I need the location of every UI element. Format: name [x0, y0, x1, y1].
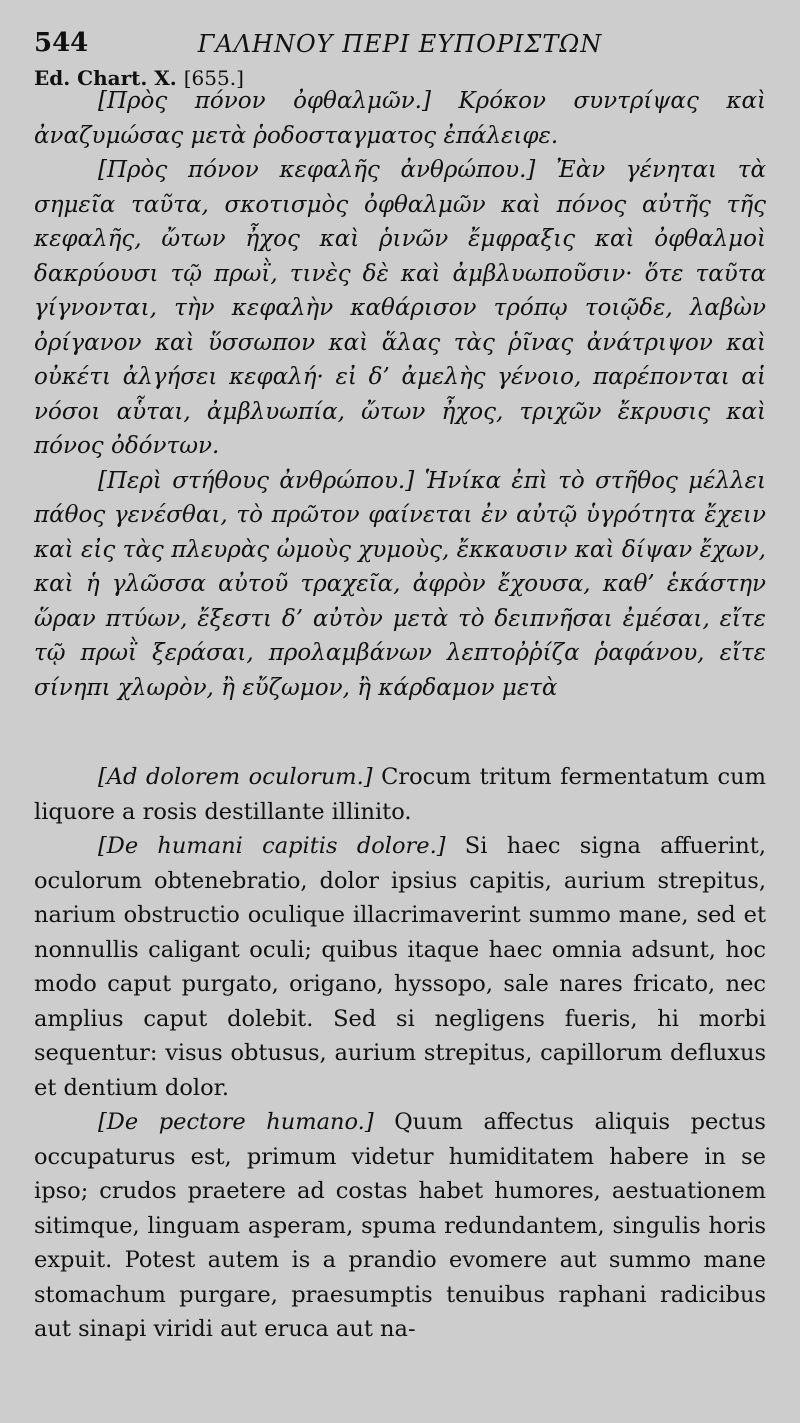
greek-paragraph-text: Ἡνίκα ἐπὶ τὸ στῆθος μέλλει πάθος γενέσθαι, τὸ πρῶτον φαίνεται ἐν αὐτῷ ὑγρότητα ἔχειν καὶ εἰς τὰς πλευρὰς ὠμοὺς χυμοὺς, ἔκκαυσιν καὶ δίψαν ἔχων, καὶ ἡ γλῶσσα αὐτοῦ τραχεῖα, ἀφρὸν ἔχουσα, καθ’ ἑκάστην ὥραν πτύων, ἔξεστι δ’ αὐτὸν μετὰ τὸ δειπνῆσαι ἐμέσαι, εἴτε τῷ πρωῒ ξεράσαι, προλαμβάνων λεπτοῤῥίζα ῥαφάνου, εἴτε σίνηπι χλωρὸν, ἢ εὔζωμον, ἢ κάρδαμον μετὰ	[34, 467, 767, 701]
latin-paragraph	[34, 1105, 766, 1347]
page-number: 544	[34, 28, 89, 58]
latin-rubric: [Ad dolorem oculorum.]	[98, 764, 373, 790]
latin-paragraph	[34, 829, 766, 1105]
greek-paragraph-text: Ἐὰν γένηται τὰ σημεῖα ταῦτα, σκοτισμὸς ὀφθαλμῶν καὶ πόνος αὐτῆς τῆς κεφαλῆς, ὤτων ἦχος καὶ ῥινῶν ἔμφραξις καὶ ὀφθαλμοὶ δακρύουσι τῷ πρωῒ, τινὲς δὲ καὶ ἀμβλυωποῦσιν· ὅτε ταῦτα γίγνονται, τὴν κεφαλὴν καθάρισον τρόπῳ τοιῷδε, λαβὼν ὀρίγανον καὶ ὕσσωπον καὶ ἅλας τὰς ῥῖνας ἀνάτριψον καὶ οὐκέτι ἀλγήσει κεφαλή· εἰ δ’ ἀμελὴς γένοιο, παρέπονται αἱ νόσοι αὗται, ἀμβλυωπία, ὤτων ἦχος, τριχῶν ἔκρυσις καὶ πόνος ὀδόντων.	[34, 157, 767, 459]
greek-paragraph	[34, 464, 766, 706]
greek-rubric: [Πρὸς πόνον ὀφθαλμῶν.]	[98, 88, 431, 114]
latin-rubric: [De humani capitis dolore.]	[98, 833, 446, 859]
latin-paragraph	[34, 760, 766, 829]
latin-paragraph-text: Crocum tritum fermentatum cum liquore a rosis destillante illinito.	[34, 764, 766, 825]
latin-rubric: [De pectore humano.]	[98, 1109, 374, 1135]
page-header	[34, 28, 766, 64]
edition-page: [655.]	[183, 66, 244, 90]
greek-paragraph	[34, 153, 766, 464]
latin-paragraph-text: Si haec signa affuerint, oculorum obtenebratio, dolor ipsius capitis, aurium strepitus, narium obstructio oculique illacrimaverint summo mane, sed et nonnullis caligant oculi; quibus itaque haec omnia adsunt, hoc modo caput purgato, origano, hyssopo, sale nares fricato, nec amplius caput dolebit. Sed si negligens fueris, hi morbi sequentur: visus obtusus, aurium strepitus, capillorum defluxus et dentium dolor.	[34, 833, 766, 1101]
greek-rubric: [Περὶ στήθους ἀνθρώπου.]	[98, 467, 415, 494]
greek-text-block	[34, 84, 766, 705]
running-title: ΓΑΛΗΝΟΥ ΠΕΡΙ ΕΥΠΟΡΙΣΤΩΝ	[197, 30, 603, 58]
greek-paragraph-text: Κρόκον συντρίψας καὶ ἀναζυμώσας μετὰ ῥοδοσταγματος ἐπάλειφε.	[34, 88, 766, 149]
greek-paragraph	[34, 84, 766, 153]
latin-text-block	[34, 760, 766, 1347]
edition-label: Ed. Chart. X.	[34, 66, 177, 90]
latin-paragraph-text: Quum affectus aliquis pectus occupaturus est, primum videtur humiditatem habere in se ipso; crudos praetere ad costas habet humores, aestuationem sitimque, linguam asperam, spuma redundantem, singulis horis expuit. Potest autem is a prandio evomere aut summo mane stomachum purgare, praesumptis tenuibus raphani radicibus aut sinapi viridi aut eruca aut na-	[34, 1109, 766, 1342]
greek-rubric: [Πρὸς πόνον κεφαλῆς ἀνθρώπου.]	[98, 157, 536, 183]
